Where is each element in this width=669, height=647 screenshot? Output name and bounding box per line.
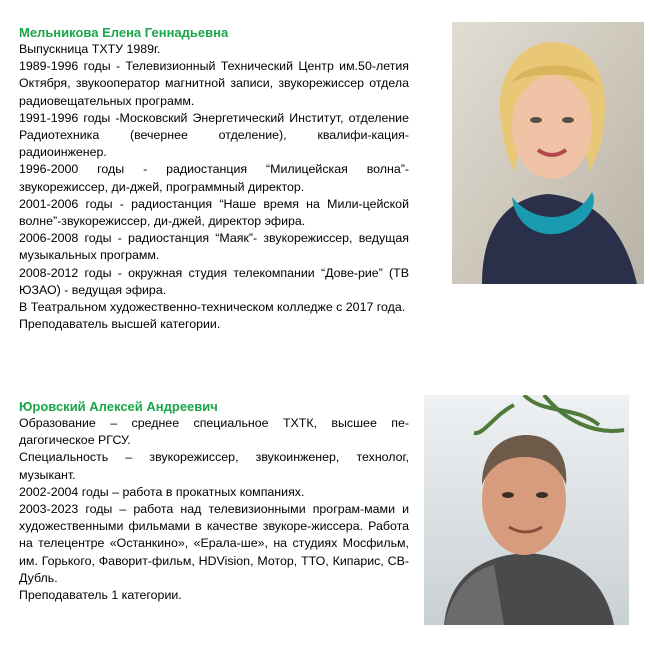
bio-line: 1991-1996 годы -Московский Энергетический Институт, отделение Радиотехника (вечернее отделение), квалифи-кация-радиоинженер. — [19, 110, 409, 160]
bio-line: В Театральном художественно-техническом колледже с 2017 года. — [19, 300, 406, 315]
teacher-entry-melnikova — [19, 24, 409, 333]
bio-line: 2003-2023 годы – работа над телевизионными програм-мами и художественными фильмами в качестве звукоре-жиссера. Работа на телецентре «Останкино», «Ерала-ше», на студиях Мосфильм, им. Горького, Фаворит-фильм, HDVision, Мотор, ТТО, Кипарис, СВ-Дубль. — [19, 502, 409, 585]
bio-line: Специальность – звукорежиссер, звукоинженер, технолог, музыкант. — [19, 450, 409, 482]
bio-line: Выпускница ТХТУ 1989г. — [19, 42, 161, 56]
teacher-name: Мельникова Елена Геннадьевна — [19, 25, 229, 40]
teacher-name: Юровский Алексей Андреевич — [19, 399, 218, 414]
bio-line: 2008-2012 годы - окружная студия телекомпании “Дове-рие” (ТВ ЮЗАО) - ведущая эфира. — [19, 265, 409, 297]
bio-line: 2006-2008 годы - радиостанция “Маяк”- звукорежиссер, ведущая музыкальных программ. — [19, 231, 409, 263]
bio-line: Преподаватель высшей категории. — [19, 317, 221, 332]
bio-line: Преподаватель 1 категории. — [19, 588, 182, 603]
teacher-photo-yurovsky — [424, 395, 629, 625]
teacher-entry-yurovsky — [19, 398, 409, 604]
bio-line: 1989-1996 годы - Телевизионный Технический Центр им.50-летия Октября, звукооператор магнитной записи, звукорежиссер отдела радиовещательных программ. — [19, 59, 409, 108]
bio-line: 1996-2000 годы - радиостанция “Милицейская волна”-звукорежиссер, ди-джей, программный директор. — [19, 162, 409, 194]
bio-line: 2001-2006 годы - радиостанция “Наше время на Мили-цейской волне”-звукорежиссер, ди-джей, директор эфира. — [19, 196, 409, 229]
teacher-photo-melnikova — [452, 22, 644, 284]
bio-line: Образование – среднее специальное ТХТК, высшее пе-дагогическое РГСУ. — [19, 416, 409, 448]
bio-line: 2002-2004 годы – работа в прокатных компаниях. — [19, 484, 305, 499]
